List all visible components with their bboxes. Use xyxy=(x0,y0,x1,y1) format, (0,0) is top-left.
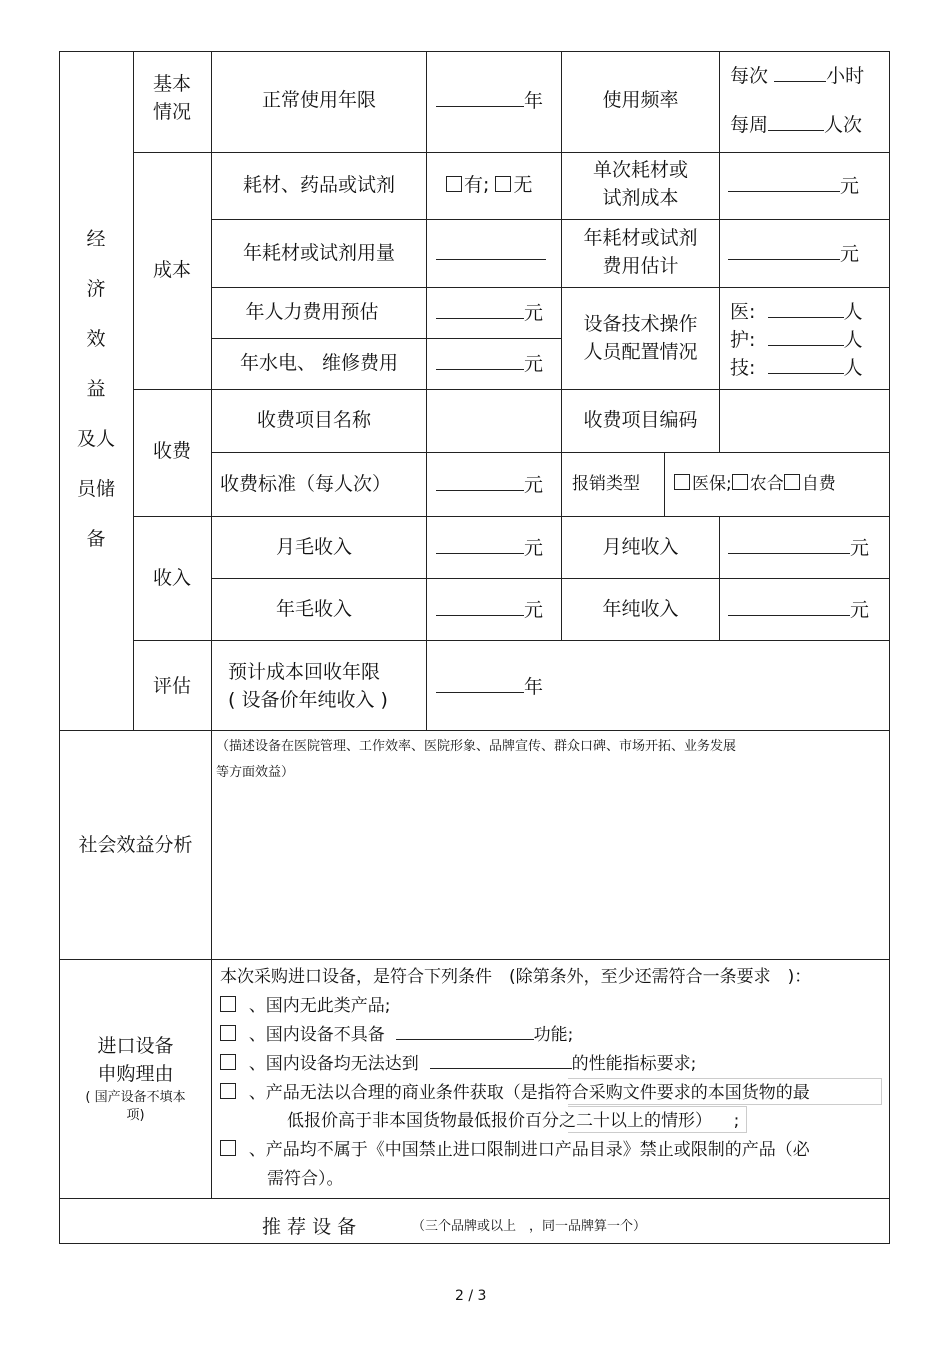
import-option-2: 、国内设备不具备 功能; xyxy=(220,1021,573,1049)
staff-label: 设备技术操作 人员配置情况 xyxy=(583,313,698,363)
import-label: 进口设备 申购理由 xyxy=(97,1035,174,1085)
recommend-note: （三个品牌或以上 ，同一品牌算一个） xyxy=(412,1219,647,1234)
staff-tech-field[interactable]: 技: 人 xyxy=(730,353,863,382)
utility-field[interactable]: 元 xyxy=(436,349,543,378)
fee-standard-label: 收费标准（每人次） xyxy=(220,473,392,495)
import-opt2-field[interactable] xyxy=(396,1022,534,1040)
normal-years-field[interactable]: 年 xyxy=(436,86,543,115)
reimburse-label: 报销类型 xyxy=(572,474,640,494)
reimburse-self-checkbox[interactable] xyxy=(784,474,800,490)
consumables-label: 耗材、药品或试剂 xyxy=(242,174,395,196)
reimburse-rural-checkbox[interactable] xyxy=(732,474,748,490)
payback-field[interactable]: 年 xyxy=(436,672,543,701)
monthly-gross-field[interactable]: 元 xyxy=(436,533,543,562)
text-box-outline xyxy=(568,1078,882,1105)
staff-doctor-field[interactable]: 医: 人 xyxy=(730,297,863,326)
import-option-4-cont: 低报价高于非本国货物最低报价百分之二十以上的情形） ; xyxy=(287,1111,740,1131)
row-line xyxy=(211,287,890,288)
row-line xyxy=(133,389,890,390)
consumables-options: 有; 无 xyxy=(446,171,532,199)
row-line xyxy=(133,152,890,153)
monthly-net-label: 月纯收入 xyxy=(602,536,679,558)
monthly-net-field[interactable]: 元 xyxy=(728,533,869,562)
import-opt2-checkbox[interactable] xyxy=(220,1025,236,1041)
consumables-no-checkbox[interactable] xyxy=(495,176,511,192)
col-line xyxy=(664,452,665,517)
social-analysis-textarea[interactable] xyxy=(212,790,889,958)
evaluation-label: 评估 xyxy=(152,675,191,697)
import-opt3-checkbox[interactable] xyxy=(220,1054,236,1070)
text-box-outline xyxy=(568,1106,747,1133)
normal-years-label: 正常使用年限 xyxy=(261,89,376,111)
freq-hours-field[interactable]: 每次 小时 xyxy=(730,61,864,90)
annual-cost-label: 年耗材或试剂 费用估计 xyxy=(583,227,698,277)
import-option-1: 、国内无此类产品; xyxy=(220,992,391,1020)
annual-net-field[interactable]: 元 xyxy=(728,595,869,624)
economic-section-title: 经 济 效 益 及人 员储 备 xyxy=(76,228,115,550)
import-intro: 本次采购进口设备，是符合下列条件 (除第条外，至少还需符合一条要求 )： xyxy=(220,967,812,987)
reimburse-medical-checkbox[interactable] xyxy=(674,474,690,490)
import-opt5-checkbox[interactable] xyxy=(220,1140,236,1156)
consumables-yes-checkbox[interactable] xyxy=(446,176,462,192)
table-border-bottom xyxy=(59,1243,890,1244)
income-label: 收入 xyxy=(152,567,191,589)
labor-field[interactable]: 元 xyxy=(436,298,543,327)
col-line xyxy=(211,51,212,1199)
annual-usage-field[interactable] xyxy=(436,239,546,268)
col-line xyxy=(426,51,427,731)
col-line xyxy=(719,51,720,453)
import-opt1-checkbox[interactable] xyxy=(220,996,236,1012)
table-border-top xyxy=(59,51,890,52)
row-line xyxy=(211,578,890,579)
row-line xyxy=(59,959,890,960)
fee-item-name-label: 收费项目名称 xyxy=(256,409,371,431)
col-line xyxy=(719,516,720,641)
recommend-title: 推 荐 设 备 xyxy=(262,1216,357,1238)
row-line xyxy=(211,452,890,453)
page-number: 2 / 3 xyxy=(455,1288,487,1304)
import-opt4-checkbox[interactable] xyxy=(220,1083,236,1099)
annual-gross-field[interactable]: 元 xyxy=(436,595,543,624)
freq-persons-field[interactable]: 每周 人次 xyxy=(730,110,862,139)
single-cost-label: 单次耗材或 试剂成本 xyxy=(592,159,688,209)
basic-label: 基本 情况 xyxy=(152,73,191,123)
annual-cost-field[interactable]: 元 xyxy=(728,239,859,268)
row-line xyxy=(59,730,890,731)
labor-label: 年人力费用预估 xyxy=(245,301,379,323)
col-line xyxy=(133,51,134,731)
row-line xyxy=(211,219,890,220)
import-option-3: 、国内设备均无法达到 的性能指标要求; xyxy=(220,1050,696,1078)
row-line xyxy=(133,640,890,641)
annual-gross-label: 年毛收入 xyxy=(275,598,352,620)
import-option-5: 、产品均不属于《中国禁止进口限制进口产品目录》禁止或限制的产品（必 xyxy=(220,1136,810,1164)
annual-usage-label: 年耗材或试剂用量 xyxy=(242,242,395,264)
fee-item-code-label: 收费项目编码 xyxy=(583,409,698,431)
fee-standard-field[interactable]: 元 xyxy=(436,470,543,499)
reimburse-options: 医保; 农合 自费 xyxy=(674,470,836,498)
cost-label: 成本 xyxy=(152,259,191,281)
staff-nurse-field[interactable]: 护: 人 xyxy=(730,325,863,354)
social-label: 社会效益分析 xyxy=(78,834,193,856)
row-line xyxy=(211,338,561,339)
import-note: ( 国产设备不填本 项) xyxy=(85,1090,186,1123)
row-line xyxy=(59,1198,890,1199)
annual-net-label: 年纯收入 xyxy=(602,598,679,620)
single-cost-field[interactable]: 元 xyxy=(728,171,859,200)
monthly-gross-label: 月毛收入 xyxy=(275,536,352,558)
table-border-right xyxy=(889,51,890,1244)
import-opt3-field[interactable] xyxy=(430,1051,572,1069)
social-hint: （描述设备在医院管理、工作效率、医院形象、品牌宣传、群众口碑、市场开拓、业务发展 等方面效益） xyxy=(216,739,737,780)
fee-label: 收费 xyxy=(152,440,191,462)
freq-label: 使用频率 xyxy=(602,89,679,111)
payback-label: 预计成本回收年限 ( 设备价年纯收入 ) xyxy=(228,661,388,711)
import-option-5-cont: 需符合）。 xyxy=(267,1169,344,1189)
utility-label: 年水电、 维修费用 xyxy=(239,352,399,374)
import-option-4: 、产品无法以合理的商业条件获取（是指符合采购文件要求的本国货物的最 xyxy=(220,1079,810,1107)
row-line xyxy=(133,516,890,517)
